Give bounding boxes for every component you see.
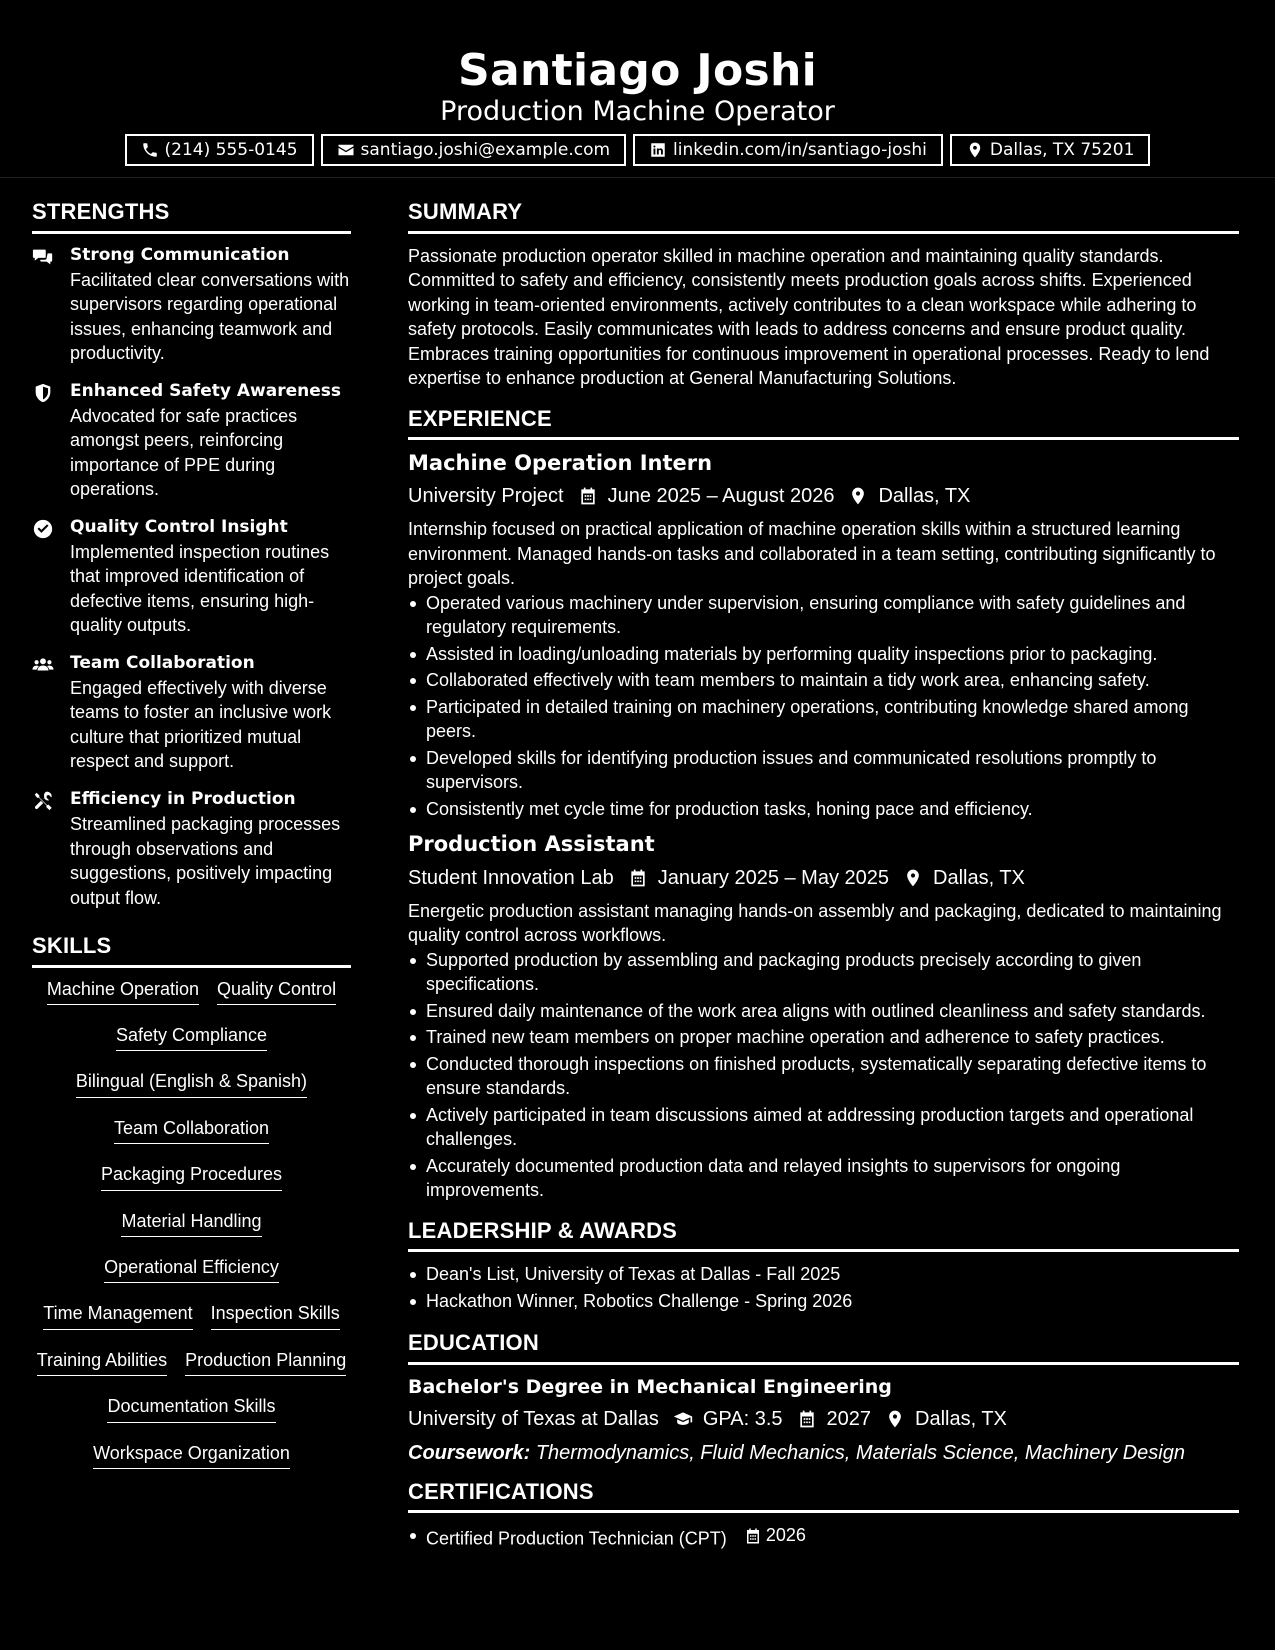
bullet-item: Consistently met cycle time for production tasks, honing pace and efficiency. [408, 797, 1239, 822]
skill-tag: Operational Efficiency [104, 1256, 279, 1283]
strength-item [32, 652, 351, 774]
job-meta [408, 483, 1239, 509]
education-heading: EDUCATION [408, 1329, 1239, 1365]
skill-tag: Production Planning [185, 1349, 346, 1376]
location-text: Dallas, TX 75201 [989, 139, 1135, 160]
skill-tag: Machine Operation [47, 978, 199, 1005]
graduation-year: 2027 [826, 1407, 872, 1430]
skills-heading: SKILLS [32, 932, 351, 968]
strength-desc: Implemented inspection routines that improved identification of defective items, ensuring high-quality outputs. [70, 541, 330, 636]
skill-tag: Material Handling [121, 1210, 261, 1237]
certification-year: 2026 [765, 1525, 806, 1546]
skill-tag: Training Abilities [37, 1349, 167, 1376]
graduation-cap-icon [673, 1409, 693, 1429]
job-location: Dallas, TX [878, 485, 971, 508]
bullet-item: Collaborated effectively with team members to maintain a tidy work area, enhancing safety. [408, 668, 1239, 693]
bullet-item: Supported production by assembling and packaging products precisely according to given specifications. [408, 948, 1239, 997]
linkedin-contact[interactable] [633, 134, 943, 166]
strength-title: Quality Control Insight [70, 516, 288, 537]
bullet-item: Trained new team members on proper machine operation and adherence to safety practices. [408, 1025, 1239, 1050]
calendar-icon [628, 868, 648, 888]
skill-tag: Team Collaboration [114, 1117, 269, 1144]
leadership-list [408, 1262, 1239, 1313]
linkedin-text: linkedin.com/in/santiago-joshi [673, 139, 927, 160]
strength-desc: Engaged effectively with diverse teams to foster an inclusive work culture that prioritized mutual respect and support. [70, 677, 332, 772]
strength-desc: Advocated for safe practices amongst peers, reinforcing importance of PPE during operations. [70, 405, 298, 500]
job-org: University Project [408, 485, 564, 508]
check-circle-icon [32, 518, 54, 540]
degree-title: Bachelor's Degree in Mechanical Engineering [408, 1375, 892, 1398]
summary-heading: SUMMARY [408, 198, 1239, 234]
comments-icon [32, 246, 54, 268]
phone-text: (214) 555-0145 [164, 139, 298, 160]
map-marker-icon [966, 141, 984, 159]
school-location: Dallas, TX [915, 1407, 1007, 1430]
gpa: GPA: 3.5 [702, 1407, 783, 1430]
bullet-item: Ensured daily maintenance of the work area aligns with outlined cleanliness and safety standards. [408, 999, 1239, 1024]
skill-tag: Time Management [43, 1302, 192, 1329]
job-description: Internship focused on practical application of machine operation skills within a structured learning environment. Managed hands-on tasks and collaborated in a team setting, contributing significantly to project goals. [408, 519, 1216, 589]
resume-header [0, 0, 1275, 178]
candidate-name: Santiago Joshi [458, 45, 817, 96]
location-contact [950, 134, 1151, 166]
certifications-list [408, 1523, 1239, 1551]
job-bullets [408, 591, 1239, 822]
right-column [408, 198, 1239, 1561]
leadership-heading: LEADERSHIP & AWARDS [408, 1217, 1239, 1253]
shield-icon [32, 382, 54, 404]
school-name: University of Texas at Dallas [408, 1407, 659, 1430]
skill-tag: Safety Compliance [116, 1024, 267, 1051]
bullet-item: Operated various machinery under supervision, ensuring compliance with safety guidelines and regulatory requirements. [408, 591, 1239, 640]
job-dates: January 2025 – May 2025 [657, 866, 890, 889]
education-meta [408, 1406, 1239, 1432]
calendar-icon [797, 1409, 817, 1429]
job-dates: June 2025 – August 2026 [607, 485, 835, 508]
bullet-item: Actively participated in team discussions aimed at addressing production targets and operational challenges. [408, 1103, 1239, 1152]
tools-icon [32, 790, 54, 812]
strength-item [32, 244, 351, 366]
strength-item [32, 516, 351, 638]
job-entry [408, 450, 1239, 821]
strength-title: Efficiency in Production [70, 788, 296, 809]
award-item: Dean's List, University of Texas at Dallas - Fall 2025 [408, 1262, 1239, 1287]
bullet-item: Assisted in loading/unloading materials by performing quality inspections prior to packaging. [408, 642, 1239, 667]
email-contact[interactable] [321, 134, 627, 166]
strength-item [32, 788, 351, 910]
experience-heading: EXPERIENCE [408, 405, 1239, 441]
strength-desc: Streamlined packaging processes through observations and suggestions, positively impacting output flow. [70, 814, 341, 908]
skill-tag: Documentation Skills [107, 1395, 275, 1422]
strength-desc: Facilitated clear conversations with supervisors regarding operational issues, enhancing teamwork and productivity. [70, 269, 350, 364]
calendar-icon [578, 486, 598, 506]
coursework [408, 1440, 1239, 1466]
strength-title: Enhanced Safety Awareness [70, 380, 341, 401]
map-marker-icon [848, 486, 868, 506]
award-item: Hackathon Winner, Robotics Challenge - Spring 2026 [408, 1289, 1239, 1314]
envelope-icon [337, 141, 355, 159]
bullet-item: Accurately documented production data and relayed insights to supervisors for ongoing improvements. [408, 1154, 1239, 1203]
map-marker-icon [885, 1409, 905, 1429]
job-entry [408, 831, 1239, 1202]
linkedin-icon [649, 141, 667, 159]
calendar-icon [744, 1527, 762, 1545]
skill-tag: Workspace Organization [93, 1442, 290, 1469]
skill-tag: Packaging Procedures [101, 1163, 282, 1190]
bullet-item: Conducted thorough inspections on finished products, systematically separating defective items to ensure standards. [408, 1052, 1239, 1101]
certifications-heading: CERTIFICATIONS [408, 1478, 1239, 1514]
candidate-title: Production Machine Operator [440, 96, 835, 127]
certification-name: Certified Production Technician (CPT) [426, 1528, 727, 1549]
phone-contact[interactable] [125, 134, 314, 166]
map-marker-icon [903, 868, 923, 888]
coursework-label: Coursework: [408, 1441, 531, 1464]
skill-tag: Bilingual (English & Spanish) [76, 1070, 307, 1097]
left-column [32, 198, 351, 1488]
strength-title: Team Collaboration [70, 652, 255, 673]
bullet-item: Developed skills for identifying production issues and communicated resolutions promptly to supervisors. [408, 746, 1239, 795]
summary-text: Passionate production operator skilled in machine operation and maintaining quality standards. Committed to safety and efficiency, consistently meets production goals across shifts. Experienced working in team-oriented environments, actively contributes to a clean workspace while adhering to safety protocols. Easily communicates with leads to address concerns and ensure product quality. Embraces training opportunities for continuous improvement in operational processes. Ready to lend expertise to enhance production at General Manufacturing Solutions. [408, 245, 1210, 389]
bullet-item: Participated in detailed training on machinery operations, contributing knowledge shared among peers. [408, 695, 1239, 744]
skill-tag: Inspection Skills [211, 1302, 340, 1329]
job-meta [408, 865, 1239, 891]
strength-title: Strong Communication [70, 244, 290, 265]
job-org: Student Innovation Lab [408, 866, 614, 889]
coursework-list: Thermodynamics, Fluid Mechanics, Materials Science, Machinery Design [535, 1441, 1185, 1464]
phone-icon [141, 141, 159, 159]
job-description: Energetic production assistant managing hands-on assembly and packaging, dedicated to maintaining quality control across workflows. [408, 900, 1222, 946]
users-icon [32, 654, 54, 676]
job-location: Dallas, TX [933, 866, 1025, 889]
job-title: Production Assistant [408, 832, 655, 857]
job-title: Machine Operation Intern [408, 451, 713, 476]
skills-list [32, 978, 351, 1488]
contact-bar [0, 134, 1275, 166]
email-text: santiago.joshi@example.com [360, 139, 611, 160]
job-bullets [408, 948, 1239, 1203]
strength-item [32, 380, 351, 502]
skill-tag: Quality Control [217, 978, 336, 1005]
certification-item [408, 1523, 1239, 1551]
strengths-heading: STRENGTHS [32, 198, 351, 234]
